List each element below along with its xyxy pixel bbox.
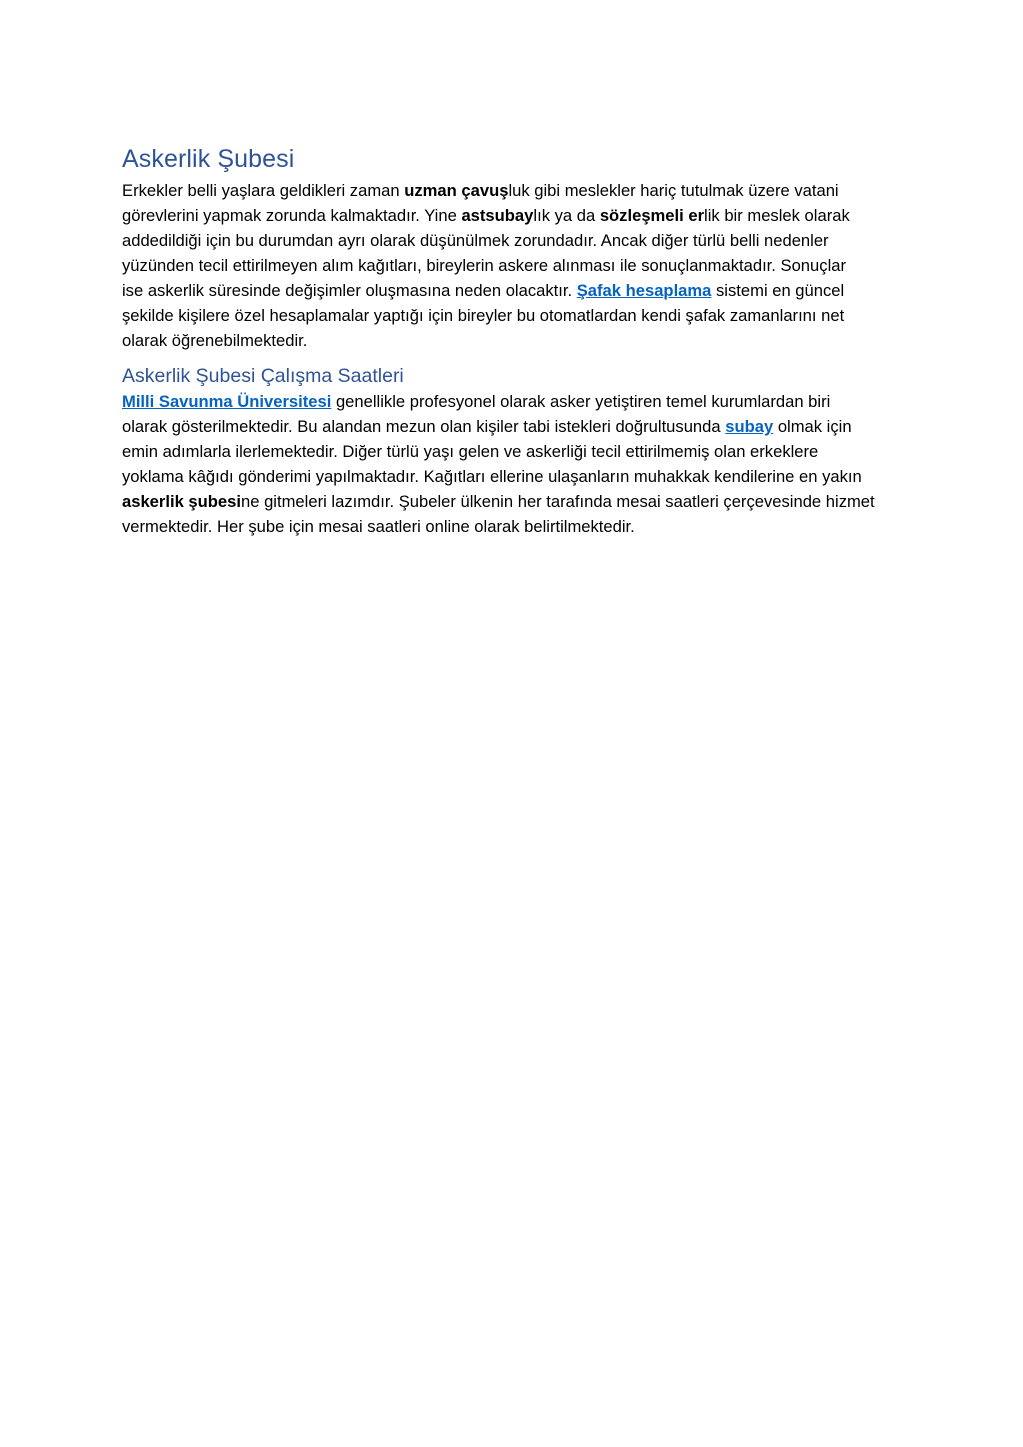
text-line: addedildiği için bu durumdan ayrı olarak düşünülmek zorundadır. Ancak diğer türlü belli nedenler — [122, 231, 829, 250]
link-safak-hesaplama[interactable]: Şafak hesaplama — [576, 281, 712, 300]
text-line: şekilde kişilere özel hesaplamalar yaptığı için bireyler bu otomatlardan kendi şafak zamanlarını net — [122, 306, 845, 325]
text-line: yüzünden tecil ettirilmeyen alım kağıtları, bireylerin askere alınması ile sonuçlanmaktadır. Sonuçlar — [122, 256, 847, 275]
text-line: Milli Savunma Üniversitesi genellikle profesyonel olarak asker yetiştiren temel kurumlardan biri — [122, 392, 831, 411]
bold-term-uzman-cavus: uzman çavuş — [404, 181, 509, 200]
text-line: Erkekler belli yaşlara geldikleri zaman uzman çavuşluk gibi meslekler hariç tutulmak üzere vatani — [122, 181, 839, 200]
bold-term-sozlesmeli-er: sözleşmeli er — [599, 206, 705, 225]
text-line: ise askerlik süresinde değişimler oluşmasına neden olacaktır. Şafak hesaplama sistemi en güncel — [122, 281, 845, 300]
link-subay[interactable]: subay — [725, 417, 774, 436]
text-line: emin adımlarla ilerlemektedir. Diğer türlü yaşı gelen ve askerliği tecil ettirilmemiş olan erkeklere — [122, 442, 819, 461]
paragraph-calisma-saatleri — [122, 389, 912, 539]
text-line: olarak gösterilmektedir. Bu alandan mezun olan kişiler tabi istekleri doğrultusunda subay olmak için — [122, 417, 852, 436]
section-heading-calisma-saatleri: Askerlik Şubesi Çalışma Saatleri — [122, 365, 404, 387]
text-line: vermektedir. Her şube için mesai saatleri online olarak belirtilmektedir. — [122, 517, 635, 536]
document-content — [122, 143, 912, 539]
section-heading-askerlik-subesi: Askerlik Şubesi — [122, 145, 295, 173]
text-line: olarak öğrenebilmektedir. — [122, 331, 308, 350]
bold-term-astsubay: astsubay — [461, 206, 534, 225]
text-line: askerlik şubesine gitmeleri lazımdır. Şubeler ülkenin her tarafında mesai saatleri çerçevesinde hizmet — [122, 492, 875, 511]
text-line: görevlerini yapmak zorunda kalmaktadır. Yine astsubaylık ya da sözleşmeli erlik bir meslek olarak — [122, 206, 850, 225]
link-milli-savunma-universitesi[interactable]: Milli Savunma Üniversitesi — [122, 392, 332, 411]
paragraph-askerlik-subesi — [122, 178, 912, 353]
text-line: yoklama kâğıdı gönderimi yapılmaktadır. Kağıtları ellerine ulaşanların muhakkak kendilerine en yakın — [122, 467, 862, 486]
bold-term-askerlik-subesi: askerlik şubesi — [122, 492, 242, 511]
